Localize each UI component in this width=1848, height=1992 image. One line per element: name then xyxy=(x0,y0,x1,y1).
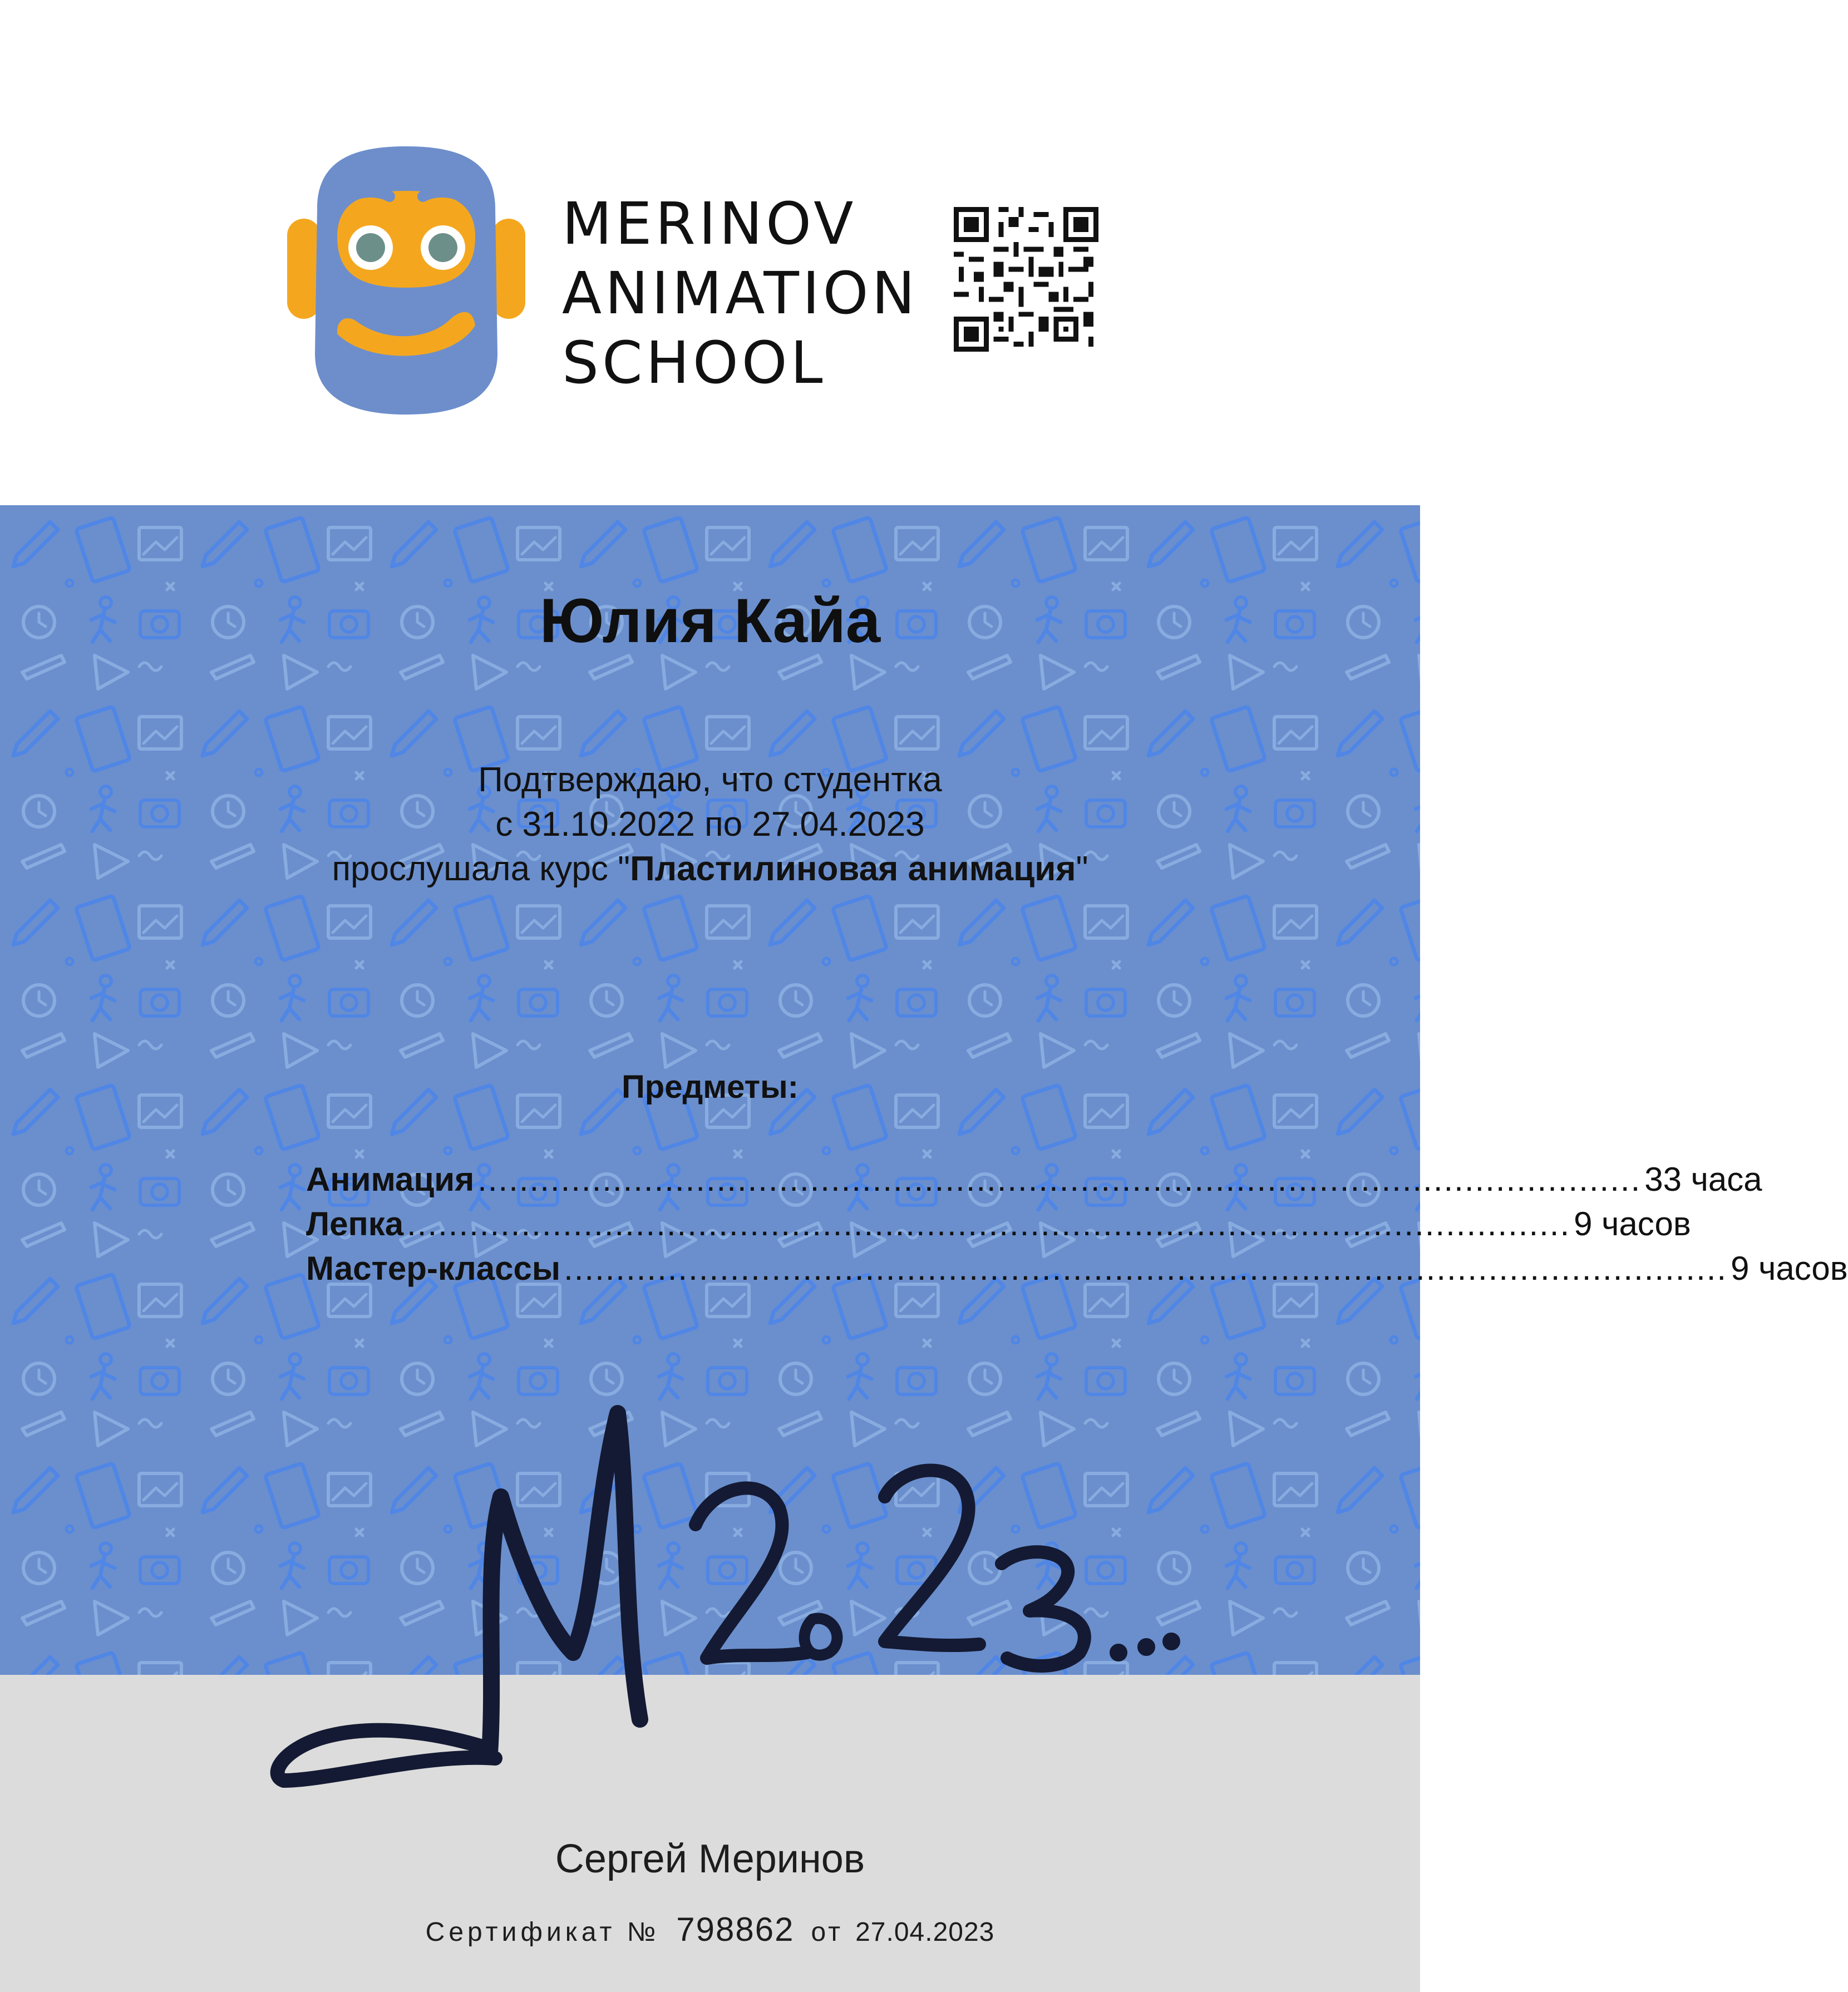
subjects-title: Предметы: xyxy=(622,1069,799,1105)
subject-name: Анимация xyxy=(306,1161,475,1198)
confirmation-dates: с 31.10.2022 по 27.04.2023 xyxy=(495,805,925,844)
certificate-header xyxy=(0,0,1420,505)
signer-name: Сергей Меринов xyxy=(555,1837,865,1881)
subject-name: Мастер-классы xyxy=(306,1250,561,1287)
robot-face-logo-icon xyxy=(284,142,529,420)
course-open-quote: " xyxy=(618,850,630,888)
course-close-quote: " xyxy=(1076,850,1088,888)
certificate-label: Сертификат № xyxy=(425,1917,660,1947)
certificate-date: 27.04.2023 xyxy=(855,1917,995,1947)
subject-hours: 9 часов xyxy=(1574,1205,1691,1242)
qr-code-icon xyxy=(954,207,1098,352)
dot-leader: ................................................................................................................ xyxy=(407,1205,1571,1242)
subject-hours: 9 часов xyxy=(1731,1250,1848,1287)
certificate-from-label: от xyxy=(811,1917,844,1947)
subject-row xyxy=(306,1202,1691,1246)
dot-leader: ................................................................................................................ xyxy=(477,1161,1642,1198)
subject-name: Лепка xyxy=(306,1205,404,1242)
course-name: Пластилиновая анимация xyxy=(630,850,1076,888)
certificate-number-line xyxy=(0,1913,1420,1946)
certificate-number: 798862 xyxy=(676,1911,795,1948)
wordmark-line-1: MERINOV xyxy=(562,190,857,258)
subject-row xyxy=(306,1157,1762,1202)
confirmation-line-1: Подтверждаю, что студентка xyxy=(478,761,942,799)
handwritten-signature-icon xyxy=(262,1391,1219,1814)
student-name: Юлия Кайа xyxy=(539,586,881,655)
wordmark-line-3: SCHOOL xyxy=(562,329,826,397)
confirmation-course-line xyxy=(0,847,1420,891)
subject-hours: 33 часа xyxy=(1644,1161,1762,1198)
school-wordmark xyxy=(562,184,919,397)
wordmark-line-2: ANIMATION xyxy=(562,259,919,327)
subjects-list xyxy=(306,1157,1848,1291)
course-prefix: прослушала курс xyxy=(332,850,618,888)
confirmation-text xyxy=(0,758,1420,891)
subject-row xyxy=(306,1246,1848,1291)
dot-leader: ................................................................................................................ xyxy=(564,1250,1728,1287)
